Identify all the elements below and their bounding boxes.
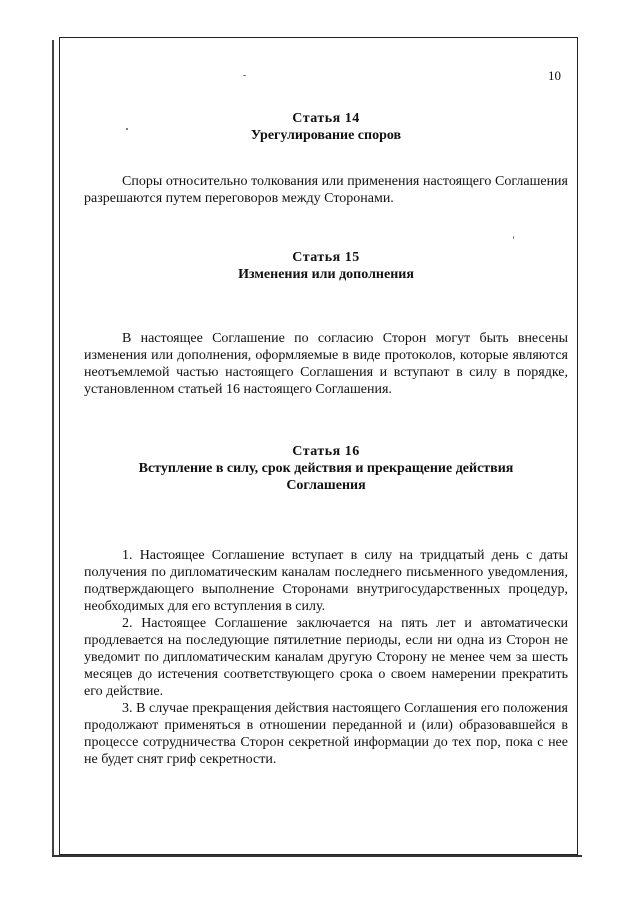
article-paragraph: 1. Настоящее Соглашение вступает в силу на тридцатый день с даты получения по дипломатическим каналам последнего письменного уведомления, подтверждающего выполнение Сторонами внутригосударственных процедур, необходимых для его вступления в силу. <box>84 548 568 614</box>
article-heading: Статья 16 <box>292 444 360 459</box>
article-heading: Статья 15 <box>292 250 360 265</box>
page-frame-shadow-bottom <box>52 855 582 857</box>
page-frame-shadow-left <box>52 40 54 856</box>
page-number: 10 <box>548 68 561 83</box>
document-body <box>84 110 568 768</box>
article-paragraph: Споры относительно толкования или применения настоящего Соглашения разрешаются путем переговоров между Сторонами. <box>84 174 568 206</box>
article-title: Вступление в силу, срок действия и прекращение действия <box>138 461 514 476</box>
article-paragraph: 2. Настоящее Соглашение заключается на пять лет и автоматически продлевается на последующие пятилетние периоды, если ни одна из Сторон не уведомит по дипломатическим каналам другую Сторону не менее чем за шесть месяцев до истечения соответствующего срока о своем намерении прекратить его действие. <box>84 616 568 699</box>
article-paragraph: В настоящее Соглашение по согласию Сторон могут быть внесены изменения или дополнения, оформляемые в виде протоколов, которые являются неотъемлемой частью настоящего Соглашения и вступают в силу в порядке, установленном статьей 16 настоящего Соглашения. <box>84 331 568 397</box>
article-title: Урегулирование споров <box>250 128 402 143</box>
article-heading: Статья 14 <box>292 111 360 126</box>
article-16 <box>84 443 568 768</box>
scan-speck <box>243 75 246 76</box>
article-paragraph: 3. В случае прекращения действия настоящего Соглашения его положения продолжают применяться в отношении переданной и (или) образовавшейся в процессе сотрудничества Сторон секретной информации до тех пор, пока с нее не будет снят гриф секретности. <box>84 701 568 767</box>
article-15 <box>84 249 568 398</box>
article-14 <box>84 110 568 207</box>
article-title: Изменения или дополнения <box>238 267 414 282</box>
article-title-continued: Соглашения <box>286 478 366 493</box>
